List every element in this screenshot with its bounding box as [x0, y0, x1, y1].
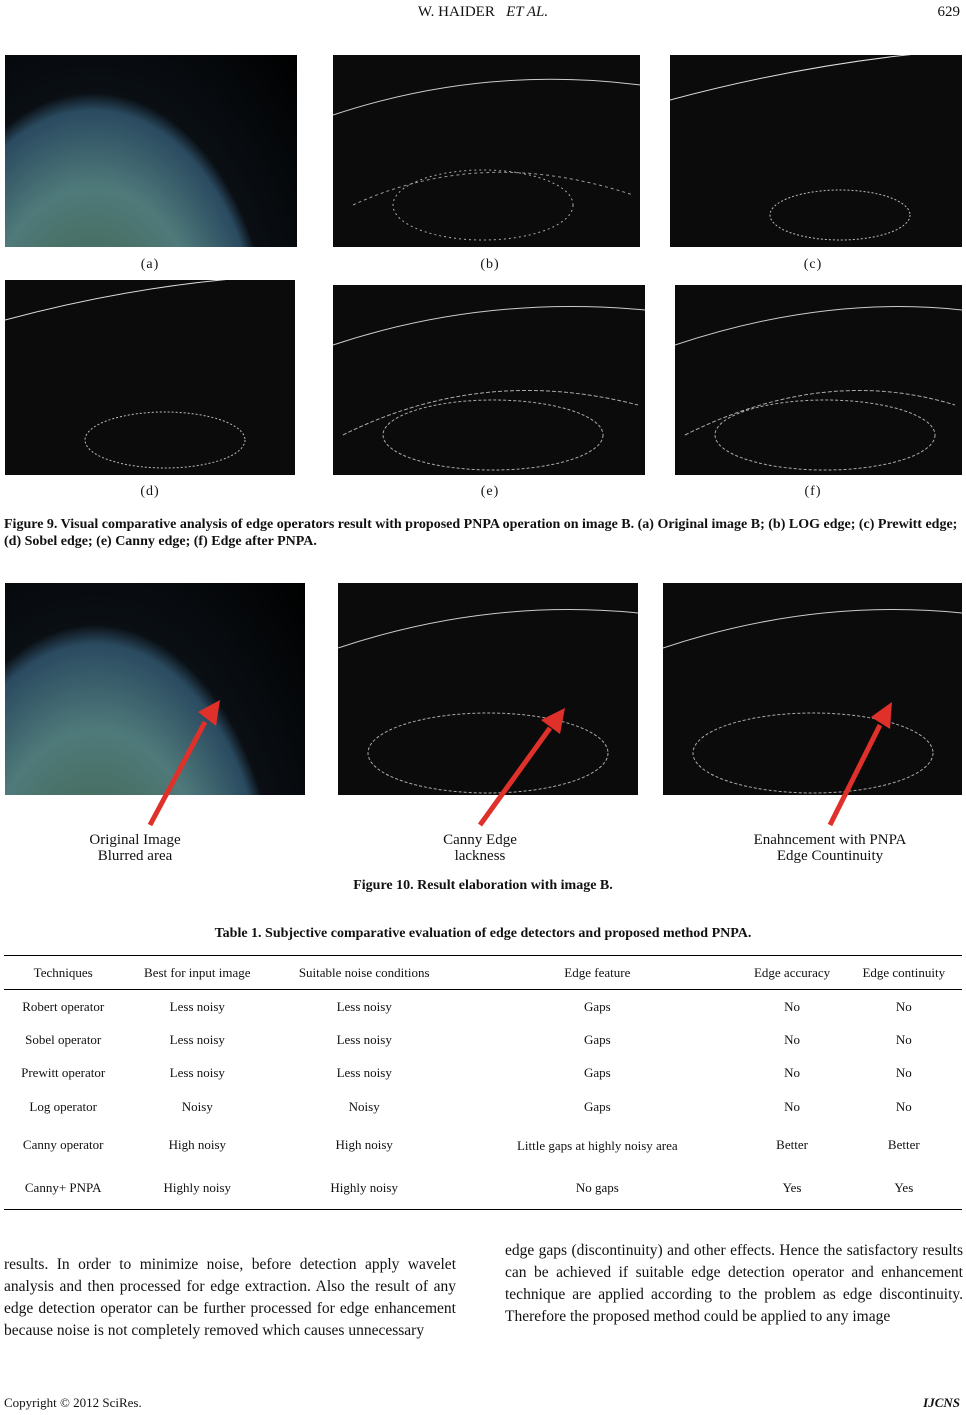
cell: Less noisy — [336, 998, 392, 1014]
cell: Yes — [894, 1179, 914, 1195]
cell: Less noisy — [336, 1065, 392, 1081]
cell: Canny+ PNPA — [24, 1179, 102, 1195]
annotation-original-line2: Blurred area — [97, 848, 173, 864]
cell: Little gaps at highly noisy area — [516, 1137, 678, 1153]
table-row — [4, 1023, 962, 1057]
cell: Gaps — [583, 1031, 611, 1047]
label-b: (b) — [480, 257, 500, 272]
image-d-sobel-edge — [5, 280, 295, 475]
cell: No — [784, 1065, 800, 1081]
cell: No — [784, 998, 800, 1014]
cell: Highly noisy — [330, 1179, 398, 1195]
page-number: 629 — [937, 4, 960, 20]
cell: Less noisy — [336, 1031, 392, 1047]
table-row — [4, 1124, 962, 1167]
cell: Noisy — [348, 1098, 380, 1114]
fig10-original-image — [5, 583, 305, 795]
image-c-prewitt-edge — [670, 55, 962, 247]
annotation-pnpa — [720, 832, 940, 864]
cell: Yes — [782, 1179, 802, 1195]
image-f-pnpa-edge — [675, 285, 962, 475]
footer-copyright: Copyright © 2012 SciRes. — [4, 1395, 142, 1410]
cell: No gaps — [575, 1179, 619, 1195]
cell: No — [784, 1098, 800, 1114]
header-edge-feature: Edge feature — [564, 964, 631, 980]
image-a-original — [5, 55, 297, 247]
table-header-row — [4, 956, 962, 990]
cell: Gaps — [583, 1098, 611, 1114]
cell: No — [895, 1031, 912, 1047]
cell: Less noisy — [169, 998, 225, 1014]
cell: Prewitt operator — [21, 1065, 106, 1081]
running-title: W. HAIDER — [417, 4, 495, 20]
figure-9-caption: Figure 9. Visual comparative analysis of edge operators result with proposed PNPA operation on image B. (a) Original image B; (b) LOG edge; (c) Prewitt edge; (d) Sobel edge; (e) Canny edge; (f) Edge after PNPA. — [4, 517, 958, 549]
cell: No — [784, 1031, 800, 1047]
cell: Better — [776, 1137, 808, 1152]
cell: Better — [887, 1137, 920, 1152]
cell: No — [895, 998, 912, 1014]
cell: Sobel operator — [25, 1031, 102, 1047]
table-row — [4, 1167, 962, 1210]
table-1 — [4, 955, 962, 1210]
cell: Robert operator — [22, 998, 105, 1014]
cell: Highly noisy — [163, 1179, 232, 1195]
image-b-log-edge — [333, 55, 640, 247]
cell: Canny operator — [22, 1137, 104, 1152]
cell: Less noisy — [169, 1065, 225, 1081]
cell: No — [895, 1065, 912, 1081]
cell: Noisy — [181, 1098, 213, 1114]
fig10-pnpa-image — [663, 583, 962, 795]
header-techniques: Techniques — [33, 964, 93, 980]
table-1-caption: Table 1. Subjective comparative evaluation of edge detectors and proposed method PNPA. — [214, 926, 752, 941]
body-text-left: results. In order to minimize noise, before detection apply wavelet analysis and then processed for edge extraction. Also the result of any edge detection operator can be further processed for edge enhancement because noise is not completely removed which causes unnecessary — [4, 1256, 456, 1339]
label-d: (d) — [140, 484, 160, 499]
header-edge-accuracy: Edge accuracy — [753, 964, 831, 980]
label-a: (a) — [140, 257, 160, 272]
footer-journal: IJCNS — [923, 1395, 960, 1410]
cell: No — [895, 1098, 912, 1114]
label-e: (e) — [480, 484, 500, 499]
table-row — [4, 1057, 962, 1091]
annotation-canny — [395, 832, 565, 864]
running-title-italic: ET AL. — [506, 4, 549, 20]
annotation-original-line1: Original Image — [89, 832, 181, 848]
cell: High noisy — [168, 1137, 226, 1152]
annotation-pnpa-line2: Edge Countinuity — [776, 848, 884, 864]
header-noise-conditions: Suitable noise conditions — [298, 964, 430, 980]
table-row — [4, 990, 962, 1024]
annotation-canny-line2: lackness — [454, 848, 506, 864]
figure-10-caption: Figure 10. Result elaboration with image B. — [353, 878, 613, 893]
cell: Log operator — [29, 1098, 97, 1114]
body-text-right: edge gaps (discontinuity) and other effects. Hence the satisfactory results can be achieved if suitable edge detection operator and enhancement technique are applied according to the problem as edge discontinuity. Therefore the proposed method could be applied to any image — [505, 1242, 963, 1325]
label-f: (f) — [804, 484, 822, 499]
annotation-canny-line1: Canny Edge — [443, 832, 517, 848]
label-c: (c) — [803, 257, 823, 272]
annotation-original — [50, 832, 220, 864]
header-best-input: Best for input image — [144, 964, 251, 980]
header-edge-continuity: Edge continuity — [862, 964, 946, 980]
running-header — [0, 4, 966, 21]
image-e-canny-edge — [333, 285, 645, 475]
cell: Less noisy — [169, 1031, 225, 1047]
annotation-pnpa-line1: Enahncement with PNPA — [753, 832, 907, 848]
cell: High noisy — [335, 1137, 393, 1152]
fig10-canny-image — [338, 583, 638, 795]
cell: Gaps — [583, 1065, 611, 1081]
cell: Gaps — [583, 998, 611, 1014]
table-row — [4, 1090, 962, 1124]
